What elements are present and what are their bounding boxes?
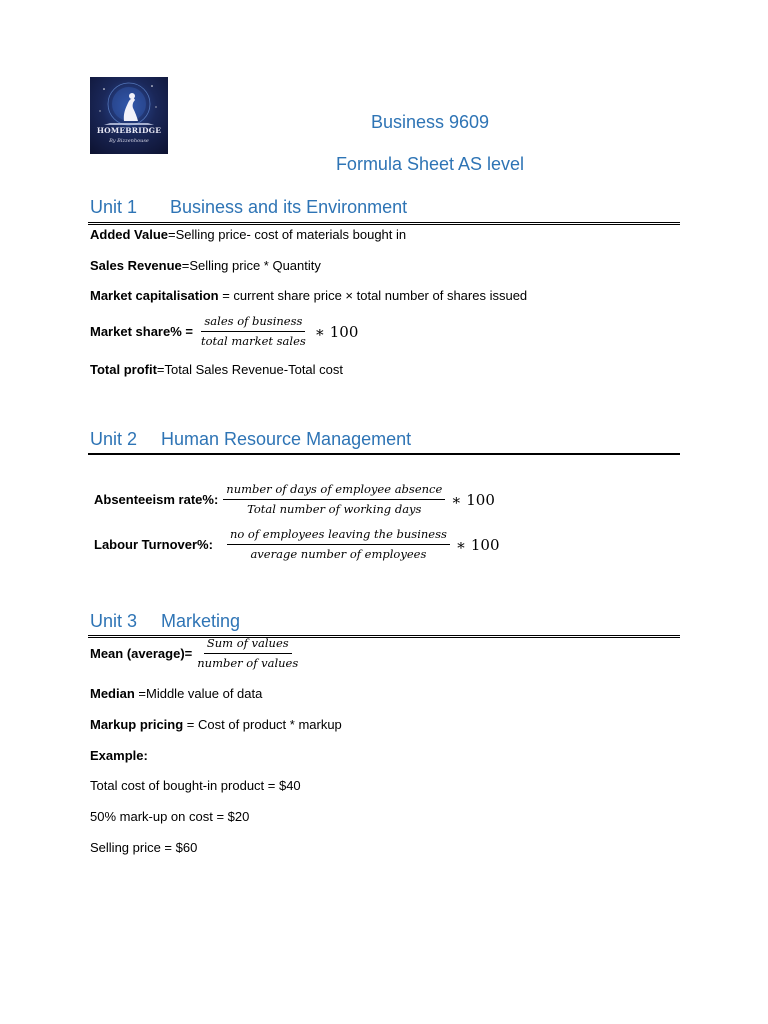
formula-text: =Selling price- cost of materials bought in: [168, 227, 407, 242]
fraction-denominator: total market sales: [200, 334, 306, 348]
section-divider: [88, 222, 680, 225]
formula-market-share: [90, 314, 358, 349]
formula-text: =Selling price * Quantity: [181, 258, 321, 273]
formula-label: Mean (average)=: [90, 646, 193, 661]
formula-label: Labour Turnover%:: [94, 537, 213, 552]
fraction-numerator: Sum of values: [204, 636, 292, 654]
fraction: [223, 482, 445, 517]
formula-added-value: [90, 227, 406, 243]
formula-label: Market share% =: [90, 324, 193, 339]
multiplier: ∗ 100: [451, 490, 495, 509]
fraction-numerator: no of employees leaving the business: [227, 527, 450, 545]
unit-2-heading: [90, 428, 411, 450]
unit-title: Marketing: [161, 611, 241, 631]
formula-text: =Middle value of data: [134, 686, 263, 701]
unit-number: Unit 3: [90, 611, 138, 631]
formula-text: =Total Sales Revenue-Total cost: [156, 362, 343, 377]
example-heading: [90, 748, 148, 764]
formula-label: Absenteeism rate%:: [94, 492, 219, 507]
logo-brand-text: HOMEBRIDGE: [96, 126, 162, 135]
formula-label: Median: [90, 686, 135, 701]
formula-mean: [90, 636, 301, 671]
fraction-denominator: Total number of working days: [247, 502, 422, 516]
formula-median: [90, 686, 262, 702]
section-divider: [88, 453, 680, 455]
example-line: Selling price = $60: [90, 840, 198, 855]
formula-label: Total profit: [90, 362, 157, 377]
formula-markup-pricing: [90, 717, 342, 733]
fraction: [194, 636, 301, 671]
formula-labour-turnover: [94, 527, 499, 562]
fraction: [227, 527, 450, 562]
multiplier: ∗ 100: [314, 322, 359, 341]
fraction-denominator: average number of employees: [250, 547, 427, 561]
example-line: 50% mark-up on cost = $20: [90, 809, 250, 824]
formula-text: = current share price × total number of shares issued: [218, 288, 528, 303]
fraction-denominator: number of values: [197, 656, 299, 670]
unit-1-heading: [90, 196, 407, 218]
logo-tagline-text: By Bizzenhouse: [109, 138, 149, 144]
document-subtitle: Formula Sheet AS level: [335, 154, 525, 174]
formula-market-capitalisation: [90, 288, 527, 304]
formula-label: Markup pricing: [90, 717, 184, 732]
unit-title: Business and its Environment: [170, 197, 408, 217]
unit-3-heading: [90, 610, 240, 632]
formula-label: Market capitalisation: [90, 288, 219, 303]
example-line: Total cost of bought-in product = $40: [90, 778, 301, 793]
formula-label: Added Value: [90, 227, 169, 242]
unit-title: Human Resource Management: [161, 429, 412, 449]
unit-number: Unit 2: [90, 429, 138, 449]
formula-label: Sales Revenue: [90, 258, 182, 273]
formula-label: Example:: [90, 748, 148, 763]
formula-absenteeism-rate: [94, 482, 495, 517]
document-title: Business 9609: [370, 112, 490, 132]
formula-text: = Cost of product * markup: [183, 717, 342, 732]
unit-number: Unit 1: [90, 197, 138, 217]
multiplier: ∗ 100: [455, 535, 500, 554]
formula-sales-revenue: [90, 258, 321, 274]
fraction-numerator: sales of business: [201, 314, 305, 332]
formula-total-profit: [90, 362, 343, 378]
fraction-numerator: number of days of employee absence: [223, 482, 445, 500]
fraction: [198, 314, 309, 349]
